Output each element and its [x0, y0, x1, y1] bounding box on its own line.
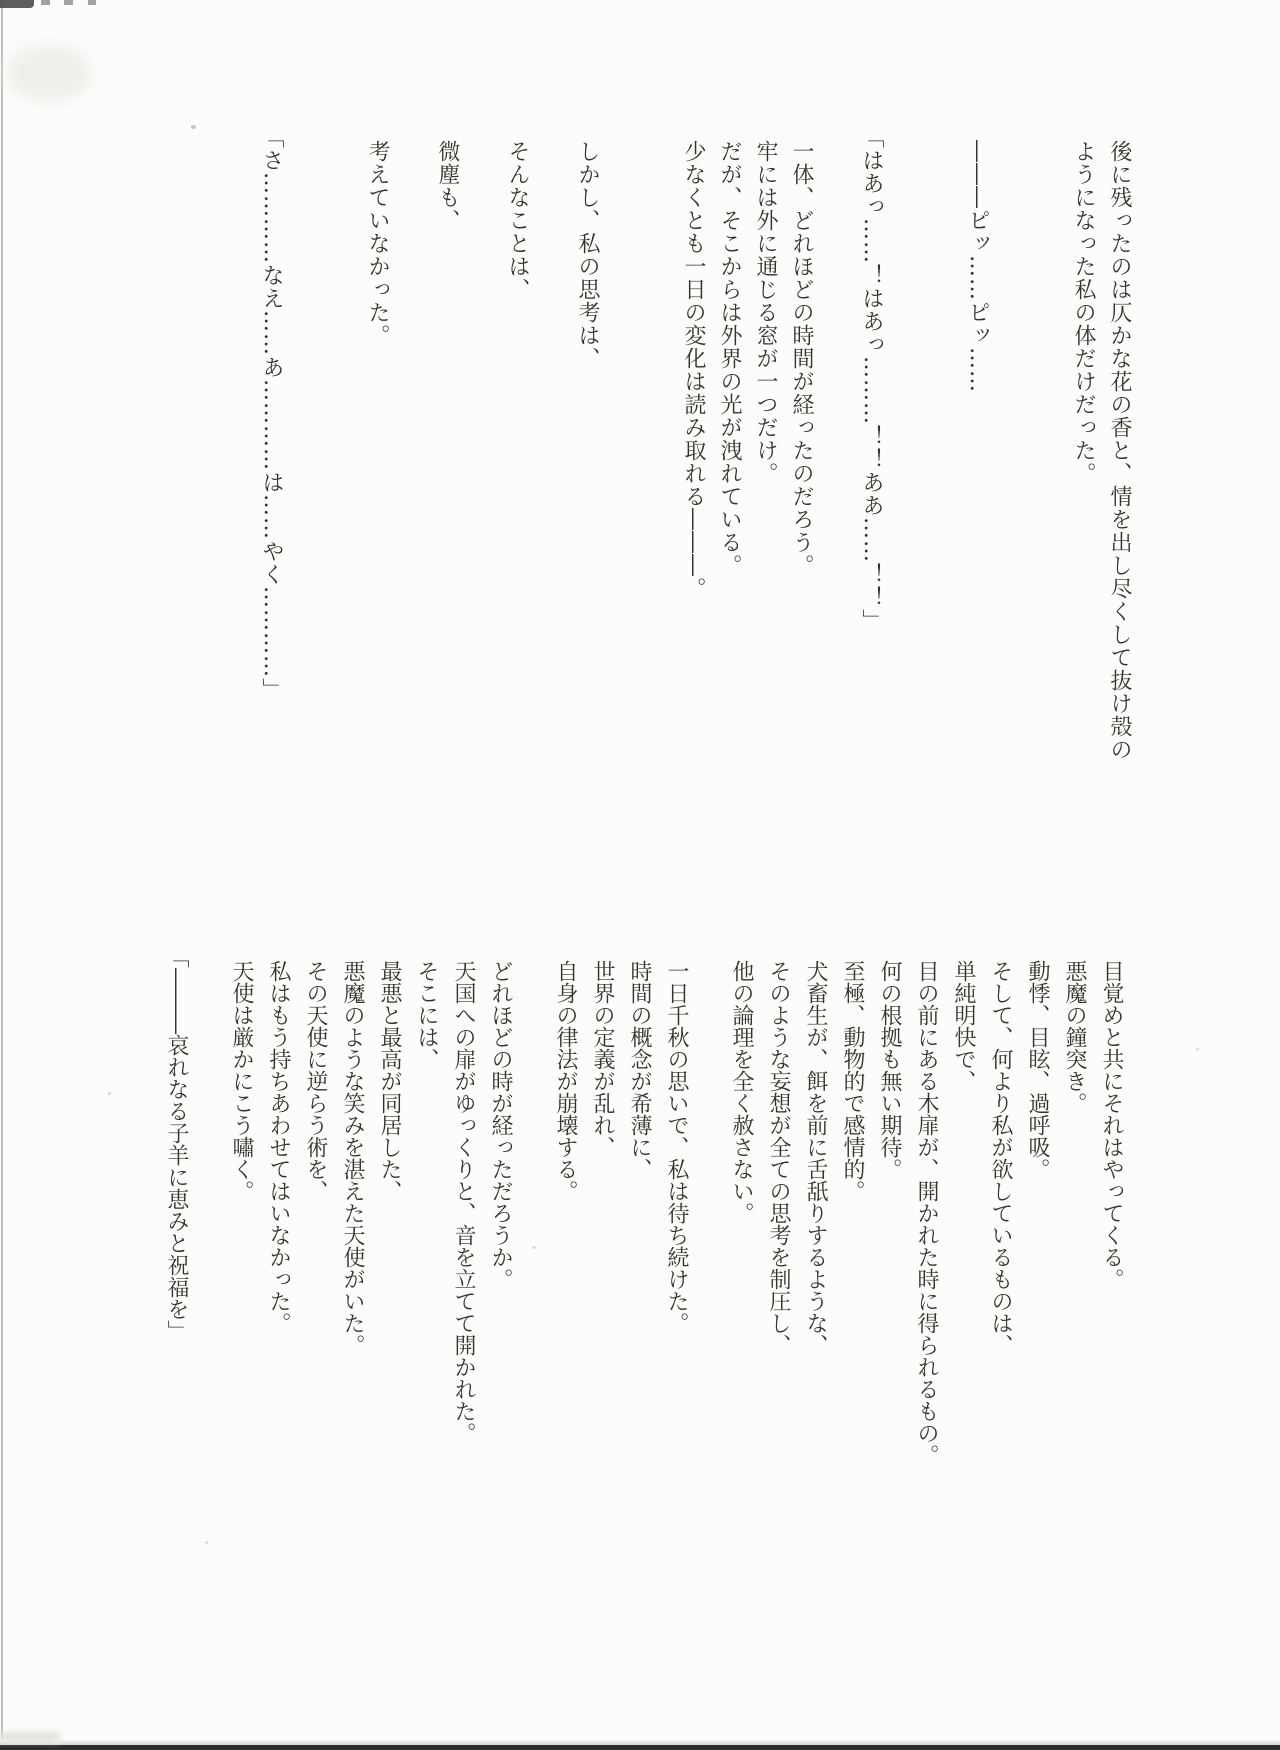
scan-corner-mark [0, 0, 34, 8]
text-line: 天国への扉がゆっくりと、音を立てて開かれた。 [451, 960, 476, 1444]
text-line: 犬畜生が、餌を前に舌舐りするような、 [803, 960, 828, 1356]
text-line: 一日千秋の思いで、私は待ち続けた。 [664, 960, 689, 1334]
top-text-block [253, 126, 1137, 840]
text-line: 「―――哀れなる子羊に恵みと祝福を」 [164, 946, 189, 1342]
text-line: 私はもう持ちあわせてはいなかった。 [266, 960, 291, 1334]
bottom-text-block [158, 946, 1130, 1500]
text-line: そして、何より私が欲しているものは、 [988, 960, 1013, 1356]
text-line: 他の論理を全く赦さない。 [729, 960, 754, 1224]
text-line: 一体、どれほどの時間が経ったのだろう。 [789, 140, 814, 577]
dust-speck [191, 125, 196, 129]
text-line: 「さ…………なえ……あ…………は……やく…………」 [259, 126, 284, 701]
text-line: ―――ピッ……ピッ…… [965, 140, 990, 393]
text-line: 微塵も、 [435, 140, 460, 232]
text-line: そんなことは、 [505, 140, 530, 301]
text-line: 自身の律法が崩壊する。 [553, 960, 578, 1202]
text-line: 少なくとも一日の変化は読み取れる―――。 [681, 140, 706, 600]
text-line: だが、そこからは外界の光が洩れている。 [717, 140, 742, 577]
text-line: 目覚めと共にそれはやってくる。 [1099, 960, 1124, 1290]
text-line: 最悪と最高が同居した、 [377, 960, 402, 1202]
text-line: 考えていなかった。 [365, 140, 390, 347]
dust-speck [1196, 1048, 1199, 1051]
text-line: 時間の概念が希薄に、 [627, 960, 652, 1180]
dust-speck [108, 1092, 111, 1095]
text-line: 「はあっ……！はあっ………！！ああ……！！」 [859, 126, 884, 632]
text-line: 後に残ったのは仄かな花の香と、情を出し尽くして抜け殻の [1107, 140, 1132, 761]
scan-edge-mark [88, 0, 96, 5]
text-line: どれほどの時が経っただろうか。 [488, 960, 513, 1290]
scan-smudge [6, 44, 92, 102]
dust-speck [205, 1541, 208, 1544]
text-line: その天使に逆らう術を、 [303, 960, 328, 1202]
text-line: 悪魔の鐘突き。 [1062, 960, 1087, 1114]
page-edge-bottom-shade [0, 1739, 1280, 1745]
text-line: しかし、私の思考は、 [575, 140, 600, 370]
page-edge-bottom-line [0, 1745, 1280, 1750]
text-line: 悪魔のような笑みを湛えた天使がいた。 [340, 960, 365, 1356]
text-line: 天使は厳かにこう嘯く。 [229, 960, 254, 1202]
text-line: 目の前にある木扉が、開かれた時に得られるもの。 [914, 960, 939, 1466]
scan-edge-mark [41, 0, 50, 5]
page-edge-left-line [1, 0, 3, 1750]
text-line: 世界の定義が乱れ、 [590, 960, 615, 1158]
text-line: そこには、 [414, 960, 439, 1070]
text-line: 動悸、目眩、過呼吸。 [1025, 960, 1050, 1180]
text-line: 至極、動物的で感情的。 [840, 960, 865, 1202]
text-line: そのような妄想が全ての思考を制圧し、 [766, 960, 791, 1356]
text-line: ようになった私の体だけだった。 [1071, 140, 1096, 485]
scan-edge-mark [64, 0, 73, 5]
text-line: 牢には外に通じる窓が一つだけ。 [753, 140, 778, 485]
text-line: 単純明快で、 [951, 960, 976, 1092]
scan-smudge [0, 1732, 60, 1742]
text-line: 何の根拠も無い期待。 [877, 960, 902, 1180]
